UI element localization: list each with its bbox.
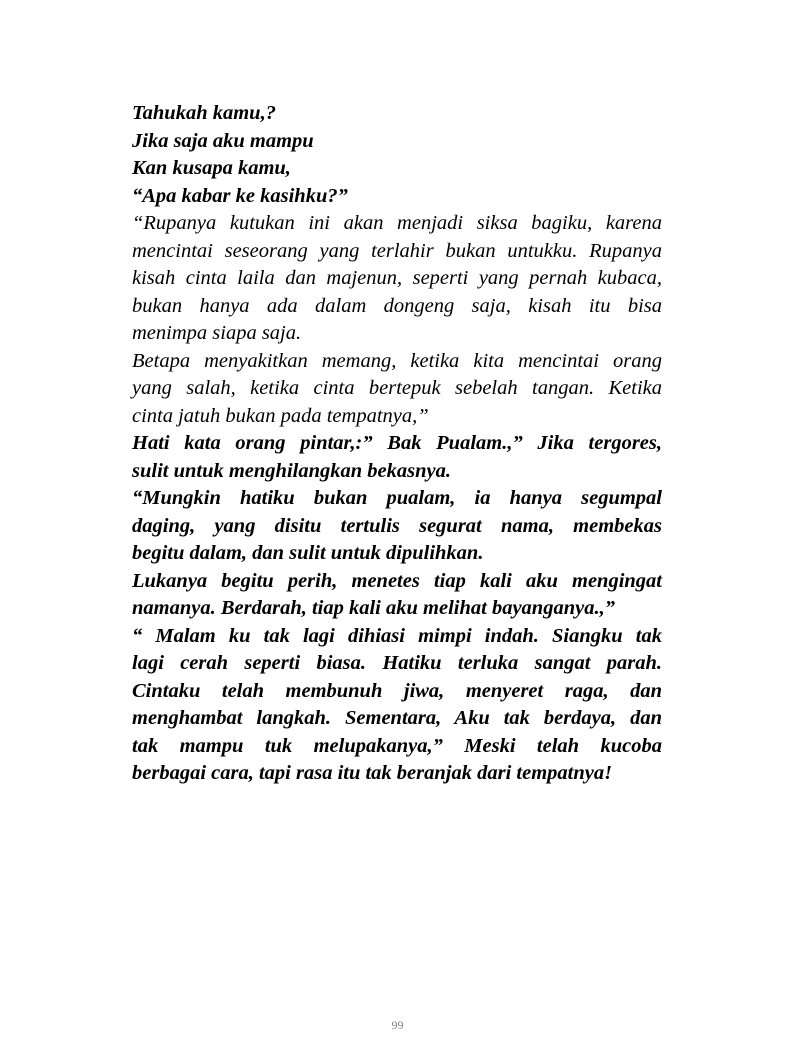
paragraph-2-line: cinta jatuh bukan pada tempatnya,” [132, 404, 429, 427]
page-body [132, 100, 662, 788]
paragraph-1-line: “Rupanya kutukan ini akan menjadi siksa bagiku, karena [132, 212, 662, 234]
paragraph-1 [132, 210, 662, 348]
paragraph-6-line: Cintaku telah membunuh jiwa, menyeret raga, dan [132, 679, 662, 702]
paragraph-6-line: lagi cerah seperti biasa. Hatiku terluka sangat parah. [132, 652, 662, 674]
paragraph-5-line: namanya. Berdarah, tiap kali aku melihat bayanganya.,” [132, 597, 615, 619]
paragraph-1-line: kisah cinta laila dan majenun, seperti yang pernah kubaca, [132, 267, 662, 289]
paragraph-4-line: begitu dalam, dan sulit untuk dipulihkan. [132, 542, 484, 564]
paragraph-4 [132, 485, 662, 568]
paragraph-3 [132, 430, 662, 485]
paragraph-2-line: Betapa menyakitkan memang, ketika kita mencintai orang [132, 349, 662, 372]
paragraph-6-line: menghambat langkah. Sementara, Aku tak berdaya, dan [132, 707, 662, 729]
paragraph-1-line: menimpa siapa saja. [132, 322, 302, 344]
poem-line-2: Jika saja aku mampu [132, 129, 314, 152]
paragraph-5-line: Lukanya begitu perih, menetes tiap kali aku mengingat [132, 569, 662, 592]
poem-line-3: Kan kusapa kamu, [132, 157, 291, 179]
poem-line-4: “Apa kabar ke kasihku?” [132, 184, 348, 207]
page-number: 99 [391, 1018, 404, 1032]
poem-line-1: Tahukah kamu,? [132, 102, 276, 124]
paragraph-1-line: bukan hanya ada dalam dongeng saja, kisah itu bisa [132, 294, 662, 317]
paragraph-3-line: Hati kata orang pintar,:” Bak Pualam.,” Jika tergores, [132, 432, 662, 454]
paragraph-3-line: sulit untuk menghilangkan bekasnya. [132, 459, 451, 482]
paragraph-6-line: berbagai cara, tapi rasa itu tak beranjak dari tempatnya! [132, 762, 613, 784]
paragraph-2 [132, 348, 662, 431]
paragraph-6 [132, 623, 662, 788]
paragraph-6-line: “ Malam ku tak lagi dihiasi mimpi indah. Siangku tak [132, 624, 662, 647]
paragraph-4-line: daging, yang disitu tertulis segurat nama, membekas [132, 514, 662, 537]
paragraph-1-line: mencintai seseorang yang terlahir bukan untukku. Rupanya [132, 239, 662, 262]
paragraph-4-line: “Mungkin hatiku bukan pualam, ia hanya segumpal [132, 487, 662, 509]
paragraph-2-line: yang salah, ketika cinta bertepuk sebelah tangan. Ketika [132, 377, 662, 399]
poem-stanza [132, 100, 662, 210]
paragraph-5 [132, 568, 662, 623]
paragraph-6-line: tak mampu tuk melupakanya,” Meski telah kucoba [132, 734, 662, 757]
